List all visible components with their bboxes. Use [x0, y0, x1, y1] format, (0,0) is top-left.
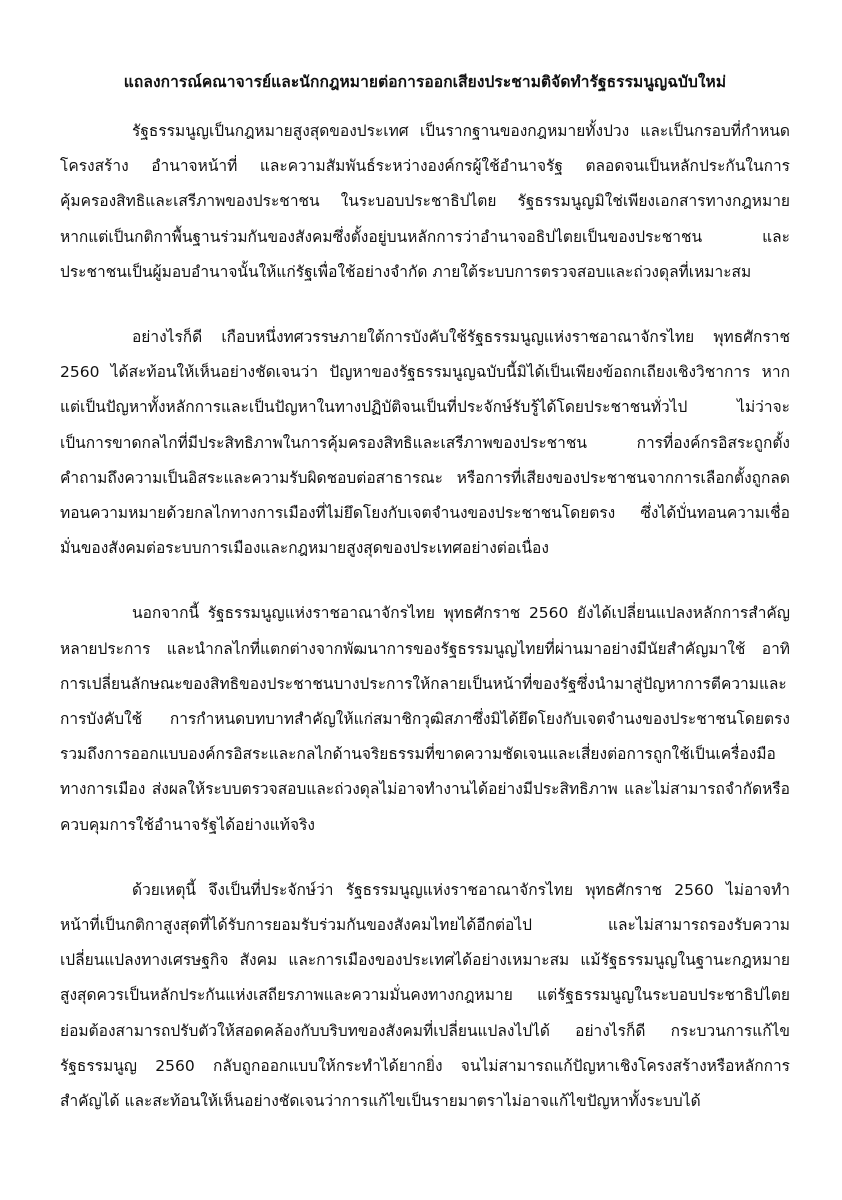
document-body	[60, 114, 790, 1119]
document-title: แถลงการณ์คณาจารย์และนักกฎหมายต่อการออกเสียงประชามติจัดทำรัฐธรรมนูญฉบับใหม่	[123, 73, 727, 91]
paragraph: รัฐธรรมนูญเป็นกฎหมายสูงสุดของประเทศ เป็นรากฐานของกฎหมายทั้งปวง และเป็นกรอบที่กำหนดโครงสร้าง อำนาจหน้าที่ และความสัมพันธ์ระหว่างองค์กรผู้ใช้อำนาจรัฐ ตลอดจนเป็นหลักประกันในการคุ้มครองสิทธิและเสรีภาพของประชาชน ในระบอบประชาธิปไตย รัฐธรรมนูญมิใช่เพียงเอกสารทางกฎหมาย หากแต่เป็นกติกาพื้นฐานร่วมกันของสังคมซึ่งตั้งอยู่บนหลักการว่าอำนาจอธิปไตยเป็นของประชาชน และประชาชนเป็นผู้มอบอำนาจนั้นให้แก่รัฐเพื่อใช้อย่างจำกัด ภายใต้ระบบการตรวจสอบและถ่วงดุลที่เหมาะสม	[60, 122, 790, 281]
paragraph: ด้วยเหตุนี้ จึงเป็นที่ประจักษ์ว่า รัฐธรรมนูญแห่งราชอาณาจักรไทย พุทธศักราช 2560 ไม่อาจทำหน้าที่เป็นกติกาสูงสุดที่ได้รับการยอมรับร่วมกันของสังคมไทยได้อีกต่อไป และไม่สามารถรองรับความเปลี่ยนแปลงทางเศรษฐกิจ สังคม และการเมืองของประเทศได้อย่างเหมาะสม แม้รัฐธรรมนูญในฐานะกฎหมายสูงสุดควรเป็นหลักประกันแห่งเสถียรภาพและความมั่นคงทางกฎหมาย แต่รัฐธรรมนูญในระบอบประชาธิปไตยย่อมต้องสามารถปรับตัวให้สอดคล้องกับบริบทของสังคมที่เปลี่ยนแปลงไปได้ อย่างไรก็ดี กระบวนการแก้ไขรัฐธรรมนูญ 2560 กลับถูกออกแบบให้กระทำได้ยากยิ่ง จนไม่สามารถแก้ปัญหาเชิงโครงสร้างหรือหลักการสำคัญได้ และสะท้อนให้เห็นอย่างชัดเจนว่าการแก้ไขเป็นรายมาตราไม่อาจแก้ไขปัญหาทั้งระบบได้	[60, 880, 790, 1111]
paragraph: อย่างไรก็ดี เกือบหนึ่งทศวรรษภายใต้การบังคับใช้รัฐธรรมนูญแห่งราชอาณาจักรไทย พุทธศักราช 2560 ได้สะท้อนให้เห็นอย่างชัดเจนว่า ปัญหาของรัฐธรรมนูญฉบับนี้มิได้เป็นเพียงข้อถกเถียงเชิงวิชาการ หากแต่เป็นปัญหาทั้งหลักการและเป็นปัญหาในทางปฏิบัติจนเป็นที่ประจักษ์รับรู้ได้โดยประชาชนทั่วไป ไม่ว่าจะเป็นการขาดกลไกที่มีประสิทธิภาพในการคุ้มครองสิทธิและเสรีภาพของประชาชน การที่องค์กรอิสระถูกตั้งคำถามถึงความเป็นอิสระและความรับผิดชอบต่อสาธารณะ หรือการที่เสียงของประชาชนจากการเลือกตั้งถูกลดทอนความหมายด้วยกลไกทางการเมืองที่ไม่ยึดโยงกับเจตจำนงของประชาชนโดยตรง ซึ่งได้บั่นทอนความเชื่อมั่นของสังคมต่อระบบการเมืองและกฎหมายสูงสุดของประเทศอย่างต่อเนื่อง	[60, 328, 790, 558]
paragraph: นอกจากนี้ รัฐธรรมนูญแห่งราชอาณาจักรไทย พุทธศักราช 2560 ยังได้เปลี่ยนแปลงหลักการสำคัญหลายประการ และนำกลไกที่แตกต่างจากพัฒนาการของรัฐธรรมนูญไทยที่ผ่านมาอย่างมีนัยสำคัญมาใช้ อาทิ การเปลี่ยนลักษณะของสิทธิของประชาชนบางประการให้กลายเป็นหน้าที่ของรัฐซึ่งนำมาสู่ปัญหาการตีความและการบังคับใช้ การกำหนดบทบาทสำคัญให้แก่สมาชิกวุฒิสภาซึ่งมิได้ยึดโยงกับเจตจำนงของประชาชนโดยตรง รวมถึงการออกแบบองค์กรอิสระและกลไกด้านจริยธรรมที่ขาดความชัดเจนและเสี่ยงต่อการถูกใช้เป็นเครื่องมือทางการเมือง ส่งผลให้ระบบตรวจสอบและถ่วงดุลไม่อาจทำงานได้อย่างมีประสิทธิภาพ และไม่สามารถจำกัดหรือควบคุมการใช้อำนาจรัฐได้อย่างแท้จริง	[60, 604, 790, 834]
